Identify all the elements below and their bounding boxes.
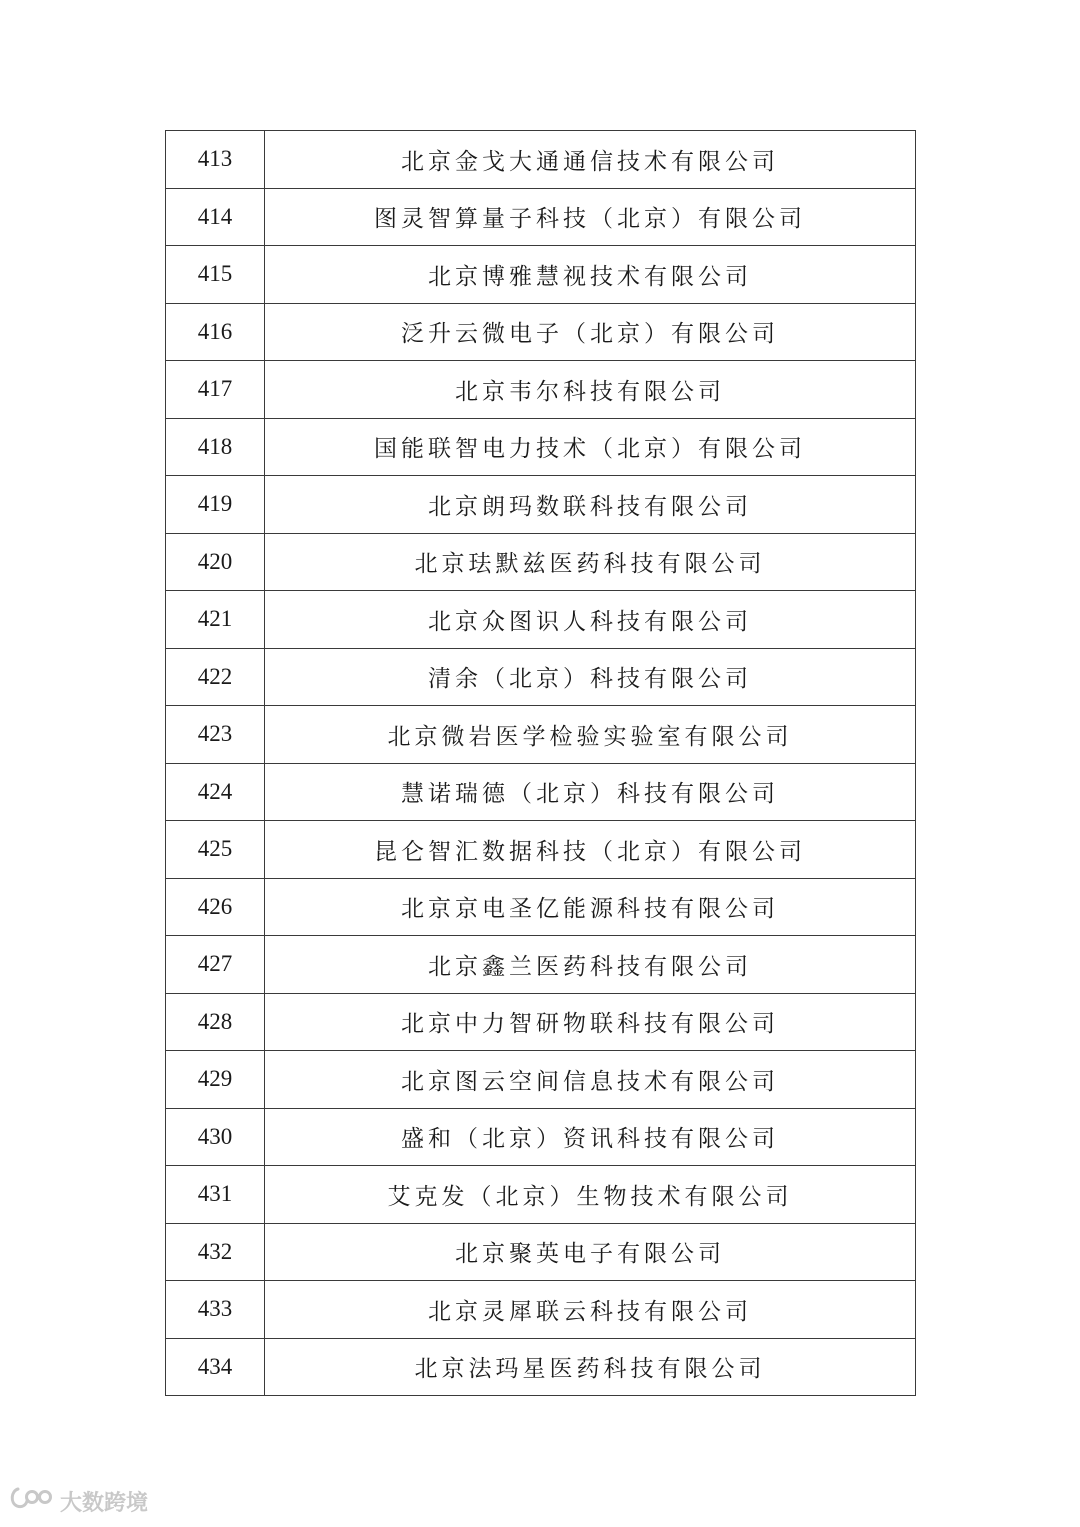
company-name: 北京韦尔科技有限公司	[265, 361, 916, 419]
watermark	[8, 1485, 148, 1517]
brand-logo-icon	[8, 1485, 56, 1517]
table-row	[166, 936, 916, 994]
company-name: 北京图云空间信息技术有限公司	[265, 1051, 916, 1109]
table-row	[166, 993, 916, 1051]
row-number: 415	[166, 246, 265, 304]
company-name: 昆仑智汇数据科技（北京）有限公司	[265, 821, 916, 879]
row-number: 425	[166, 821, 265, 879]
table-row	[166, 418, 916, 476]
table-row	[166, 1051, 916, 1109]
table-row	[166, 188, 916, 246]
table-row	[166, 303, 916, 361]
table-row	[166, 533, 916, 591]
row-number: 419	[166, 476, 265, 534]
row-number: 427	[166, 936, 265, 994]
row-number: 429	[166, 1051, 265, 1109]
company-list-table	[165, 130, 916, 1396]
row-number: 426	[166, 878, 265, 936]
company-name: 北京鑫兰医药科技有限公司	[265, 936, 916, 994]
table-row	[166, 1281, 916, 1339]
company-name: 北京微岩医学检验实验室有限公司	[265, 706, 916, 764]
company-name: 北京聚英电子有限公司	[265, 1223, 916, 1281]
table-row	[166, 1166, 916, 1224]
table-row	[166, 878, 916, 936]
row-number: 424	[166, 763, 265, 821]
company-name: 北京金戈大通通信技术有限公司	[265, 131, 916, 189]
company-name: 盛和（北京）资讯科技有限公司	[265, 1108, 916, 1166]
row-number: 422	[166, 648, 265, 706]
company-name: 北京众图识人科技有限公司	[265, 591, 916, 649]
row-number: 420	[166, 533, 265, 591]
company-name: 北京珐默兹医药科技有限公司	[265, 533, 916, 591]
table-row	[166, 131, 916, 189]
row-number: 421	[166, 591, 265, 649]
table-row	[166, 591, 916, 649]
row-number: 413	[166, 131, 265, 189]
company-name: 北京法玛星医药科技有限公司	[265, 1338, 916, 1396]
company-name: 图灵智算量子科技（北京）有限公司	[265, 188, 916, 246]
row-number: 414	[166, 188, 265, 246]
table-row	[166, 1338, 916, 1396]
row-number: 431	[166, 1166, 265, 1224]
company-name: 北京朗玛数联科技有限公司	[265, 476, 916, 534]
row-number: 417	[166, 361, 265, 419]
company-list-table-container	[165, 130, 916, 1396]
company-name: 慧诺瑞德（北京）科技有限公司	[265, 763, 916, 821]
company-list-body	[166, 131, 916, 1396]
row-number: 432	[166, 1223, 265, 1281]
row-number: 416	[166, 303, 265, 361]
company-name: 北京京电圣亿能源科技有限公司	[265, 878, 916, 936]
table-row	[166, 476, 916, 534]
company-name: 清余（北京）科技有限公司	[265, 648, 916, 706]
table-row	[166, 821, 916, 879]
company-name: 北京中力智研物联科技有限公司	[265, 993, 916, 1051]
company-name: 国能联智电力技术（北京）有限公司	[265, 418, 916, 476]
company-name: 泛升云微电子（北京）有限公司	[265, 303, 916, 361]
table-row	[166, 706, 916, 764]
company-name: 北京灵犀联云科技有限公司	[265, 1281, 916, 1339]
row-number: 428	[166, 993, 265, 1051]
table-row	[166, 1223, 916, 1281]
watermark-text: 大数跨境	[60, 1490, 149, 1516]
row-number: 418	[166, 418, 265, 476]
row-number: 423	[166, 706, 265, 764]
table-row	[166, 361, 916, 419]
row-number: 430	[166, 1108, 265, 1166]
table-row	[166, 246, 916, 304]
company-name: 北京博雅慧视技术有限公司	[265, 246, 916, 304]
row-number: 434	[166, 1338, 265, 1396]
row-number: 433	[166, 1281, 265, 1339]
company-name: 艾克发（北京）生物技术有限公司	[265, 1166, 916, 1224]
table-row	[166, 648, 916, 706]
table-row	[166, 763, 916, 821]
table-row	[166, 1108, 916, 1166]
